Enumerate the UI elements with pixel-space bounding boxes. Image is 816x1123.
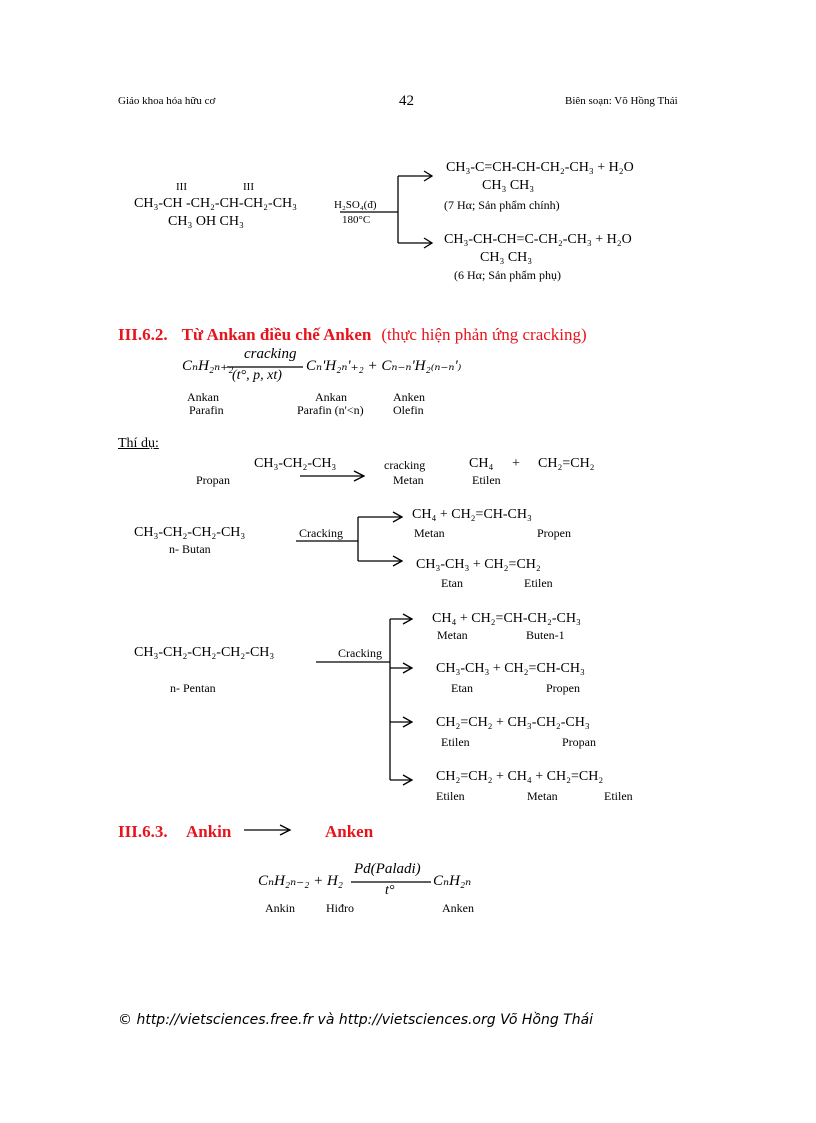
section-heading <box>118 325 587 345</box>
propan-product: CH₂=CH₂ <box>538 456 595 471</box>
product-main-substituents: CH₃ CH₃ <box>482 178 535 193</box>
product-main: CH₃-C=CH-CH-CH₂-CH₃ + H₂O <box>446 160 634 175</box>
equation-label: Parafin <box>189 403 224 417</box>
reactant-formula: CH₃-CH -CH₂-CH-CH₂-CH₃ <box>134 196 298 211</box>
pentan-product-name: Etilen <box>436 789 465 803</box>
reaction-condition: H₂SO₄(đ) <box>334 199 377 211</box>
pentan-condition: Cracking <box>338 646 382 660</box>
propan-product-name: Etilen <box>472 473 501 487</box>
butan-product-name: Etilen <box>524 576 553 590</box>
pentan-products-4: CH₂=CH₂ + CH₄ + CH₂=CH₂ <box>436 769 604 784</box>
butan-product-name: Metan <box>414 526 445 540</box>
equation-label: Anken <box>442 901 474 915</box>
footer: © http://vietsciences.free.fr và http://vietsciences.org Võ Hồng Thái <box>118 1012 594 1028</box>
equation-label: Anken <box>393 390 425 404</box>
equation-label: Olefin <box>393 403 424 417</box>
equation-label: Ankin <box>265 901 295 915</box>
butan-products-2: CH₃-CH₃ + CH₂=CH₂ <box>416 557 541 572</box>
pentan-products-2: CH₃-CH₃ + CH₂=CH-CH₃ <box>436 661 585 676</box>
butan-product-name: Etan <box>441 576 463 590</box>
propan-plus: + <box>512 456 520 471</box>
pentan-products-3: CH₂=CH₂ + CH₃-CH₂-CH₃ <box>436 715 590 730</box>
propan-name: Propan <box>196 473 230 487</box>
reaction-temperature: 180°C <box>342 214 371 226</box>
pentan-product-name: Metan <box>527 789 558 803</box>
butan-name: n- Butan <box>169 542 211 556</box>
butan-condition: Cracking <box>299 526 343 540</box>
product-minor: CH₃-CH-CH=C-CH₂-CH₃ + H₂O <box>444 232 632 247</box>
section-title: Từ Ankan điều chế Anken <box>181 325 372 344</box>
equation-left: CₙH₂ₙ₊₂ <box>182 358 234 374</box>
product-main-note: (7 Hα; Sản phẩm chính) <box>444 198 560 212</box>
equation-temperature: t° <box>385 883 395 898</box>
product-minor-note: (6 Hα; Sản phẩm phụ) <box>454 268 561 282</box>
pentan-product-name: Buten-1 <box>526 628 565 642</box>
page-number: 42 <box>399 93 414 109</box>
equation-condition-top: cracking <box>244 346 297 362</box>
butan-formula: CH₃-CH₂-CH₂-CH₃ <box>134 525 246 540</box>
section-target: Anken <box>325 822 374 841</box>
carbon-tertiary-label: III <box>176 181 187 193</box>
carbon-tertiary-label: III <box>243 181 254 193</box>
equation-label: Hiđro <box>326 901 354 915</box>
pentan-name: n- Pentan <box>170 681 216 695</box>
pentan-formula: CH₃-CH₂-CH₂-CH₂-CH₃ <box>134 645 275 660</box>
pentan-product-name: Propen <box>546 681 580 695</box>
equation-label: Ankan <box>315 390 347 404</box>
reactant-substituents: CH₃ OH CH₃ <box>168 214 244 229</box>
equation-right: Cₙ'H₂ₙ'₊₂ + Cₙ₋ₙ'H₂₍ₙ₋ₙ'₎ <box>306 358 462 374</box>
propan-formula: CH₃-CH₂-CH₃ <box>254 456 337 471</box>
section-number: III.6.2. <box>118 325 168 344</box>
equation-catalyst: Pd(Paladi) <box>354 861 421 877</box>
pentan-product-name: Etan <box>451 681 473 695</box>
pentan-product-name: Metan <box>437 628 468 642</box>
butan-product-name: Propen <box>537 526 571 540</box>
pentan-product-name: Etilen <box>441 735 470 749</box>
header-left: Giáo khoa hóa hữu cơ <box>118 95 216 107</box>
equation-condition-bottom: (t°, p, xt) <box>232 368 282 383</box>
example-heading: Thí dụ: <box>118 436 159 451</box>
propan-product-name: Metan <box>393 473 424 487</box>
section-number: III.6.3. <box>118 822 168 841</box>
equation-label: Ankan <box>187 390 219 404</box>
pentan-product-name: Propan <box>562 735 596 749</box>
section-source: Ankin <box>186 822 232 841</box>
propan-condition: cracking <box>384 458 426 472</box>
product-minor-substituents: CH₃ CH₃ <box>480 250 533 265</box>
header-right: Biên soạn: Võ Hồng Thái <box>565 95 678 107</box>
equation-right: CₙH₂ₙ <box>433 873 472 889</box>
equation-label: Parafin (n'<n) <box>297 403 364 417</box>
equation-left: CₙH₂ₙ₋₂ + H₂ <box>258 873 344 889</box>
section-subtitle: (thực hiện phản ứng cracking) <box>381 325 587 344</box>
pentan-products-1: CH₄ + CH₂=CH-CH₂-CH₃ <box>432 611 581 626</box>
propan-product: CH₄ <box>469 456 494 471</box>
butan-products-1: CH₄ + CH₂=CH-CH₃ <box>412 507 532 522</box>
pentan-product-name: Etilen <box>604 789 633 803</box>
